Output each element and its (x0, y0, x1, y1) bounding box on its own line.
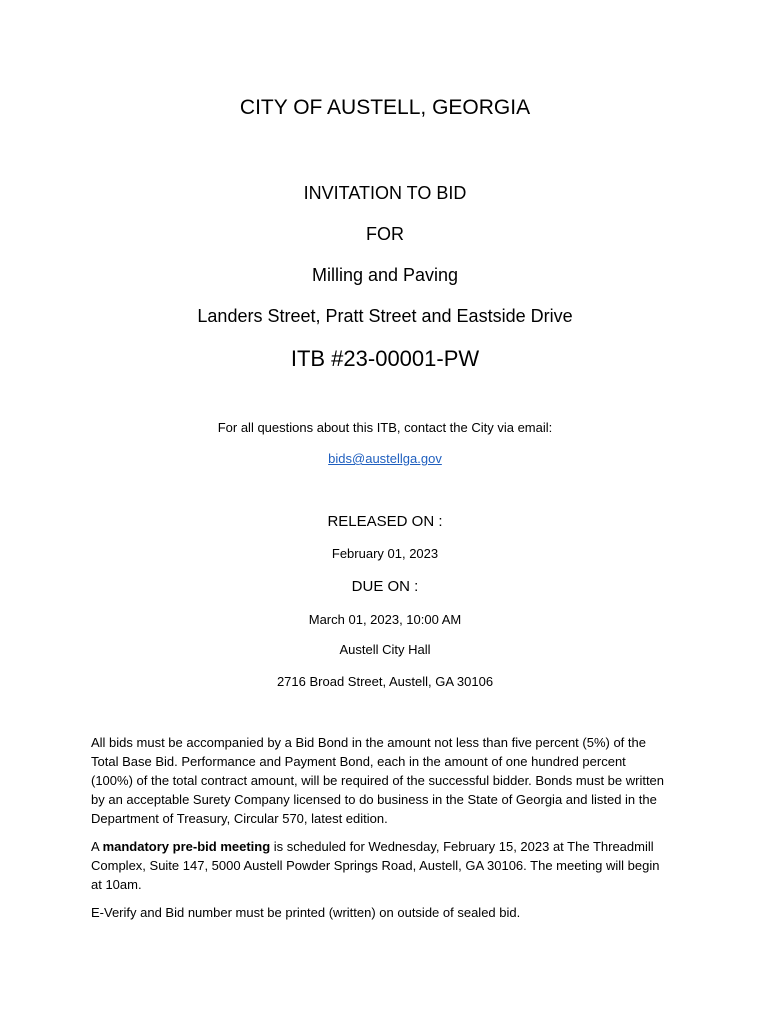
project-streets: Landers Street, Pratt Street and Eastside Drive (197, 306, 573, 326)
meeting-paragraph (91, 837, 671, 894)
bond-paragraph: All bids must be accompanied by a Bid Bond in the amount not less than five percent (5%) of the Total Base Bid. Performance and Payment Bond, each in the amount of one hundred percent (100%) of the total contract amount, will be required of the successful bidder. Bonds must be written by an acceptable Surety Company licensed to do business in the State of Georgia and listed in the Department of Treasury, Circular 570, latest edition. (91, 735, 665, 826)
project-title: Milling and Paving (311, 265, 459, 285)
due-label: DUE ON : (351, 578, 419, 595)
meeting-prefix: A (91, 839, 103, 854)
venue-address: 2716 Broad Street, Austell, GA 30106 (276, 674, 494, 689)
due-date: March 01, 2023, 10:00 AM (308, 612, 462, 627)
invitation-heading: INVITATION TO BID (303, 183, 467, 203)
city-title: CITY OF AUSTELL, GEORGIA (239, 96, 531, 119)
contact-instructions: For all questions about this ITB, contact the City via email: (217, 420, 553, 435)
meeting-details: is scheduled for Wednesday, February 15, 2023 at The Threadmill Complex, Suite 147, 5000 Austell Powder Springs Road, Austell, GA 30106. The meeting will begin at 10am. (91, 839, 660, 892)
contact-email-link[interactable]: bids@austellga.gov (328, 451, 442, 466)
released-label: RELEASED ON : (327, 513, 443, 530)
itb-number: ITB #23-00001-PW (290, 346, 480, 371)
venue-name: Austell City Hall (339, 642, 431, 657)
contact-email-line (0, 451, 770, 466)
meeting-emphasis: mandatory pre-bid meeting (102, 839, 271, 854)
for-heading: FOR (366, 224, 404, 244)
released-date: February 01, 2023 (331, 546, 439, 561)
everify-paragraph: E-Verify and Bid number must be printed (written) on outside of sealed bid. (91, 905, 521, 920)
